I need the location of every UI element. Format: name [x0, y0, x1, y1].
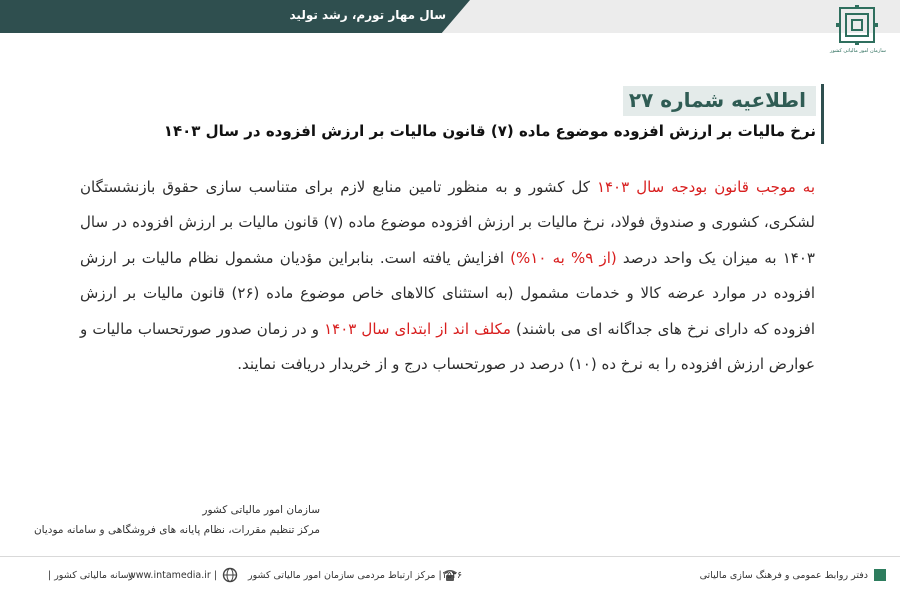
body-text-part: و در زمان صدور صورتحساب مالیات و عوارض ارزش افزوده را به نرخ ده (۱۰) درصد در صورتحساب درج و از خریدار دریافت نمایند. [80, 319, 815, 374]
notice-body [80, 170, 815, 382]
body-text-part: افزایش یافته است. بنابراین مؤدیان مشمول نظام مالیات بر ارزش افزوده در موارد عرضه کالا و خدمات مشمول (به استثنای کالاهای خاص موضوع ماده (۲۶) قانون مالیات بر ارزش افزوده که دارای نرخ های جداگانه ای می باشند) [80, 248, 815, 338]
signature-center: مرکز تنظیم مقررات، نظام پایانه های فروشگاهی و سامانه مودیان [33, 524, 320, 536]
body-text-part: کل کشور و به منظور تامین منابع لازم برای متناسب سازی حقوق بازنشستگان لشکری، کشوری و صندوق فولاد، نرخ مالیات بر ارزش افزوده موضوع ماده (۷) قانون مالیات بر ارزش افزوده در سال ۱۴۰۳ به میزان یک واحد درصد [80, 178, 815, 267]
signature-org: سازمان امور مالیاتی کشور [202, 504, 320, 516]
notice-subject: نرخ مالیات بر ارزش افزوده موضوع ماده (۷) قانون مالیات بر ارزش افزوده در سال ۱۴۰۳ [163, 122, 816, 140]
footer-office: دفتر روابط عمومی و فرهنگ سازی مالیاتی [699, 570, 868, 581]
footer [0, 560, 900, 600]
notice-heading [623, 86, 816, 116]
body-highlight-rate-change: (از ۹% به ۱۰%) [510, 248, 617, 267]
signature-block [30, 500, 320, 540]
brand-square-icon [874, 569, 886, 581]
body-highlight-obligation: مکلف اند از ابتدای سال ۱۴۰۳ [324, 319, 511, 338]
footer-call-center[interactable]: ۱۵۲۶| مرکز ارتباط مردمی سازمان امور مالیاتی کشور [248, 570, 463, 581]
body-highlight-budget-law: به موجب قانون بودجه سال ۱۴۰۳ [596, 178, 815, 196]
footer-divider [0, 556, 900, 557]
slogan-text: سال مهار تورم، رشد تولید [289, 8, 446, 22]
notice-title: اطلاعیه شماره ۲۷ [623, 86, 816, 116]
logo-caption: سازمان امور مالیاتی کشور [830, 48, 886, 54]
globe-icon [222, 567, 238, 583]
footer-website[interactable]: www.intamedia.ir | [128, 570, 218, 581]
title-accent-bar [821, 84, 824, 144]
footer-media: رسانه مالیاتی کشور | [48, 570, 134, 581]
